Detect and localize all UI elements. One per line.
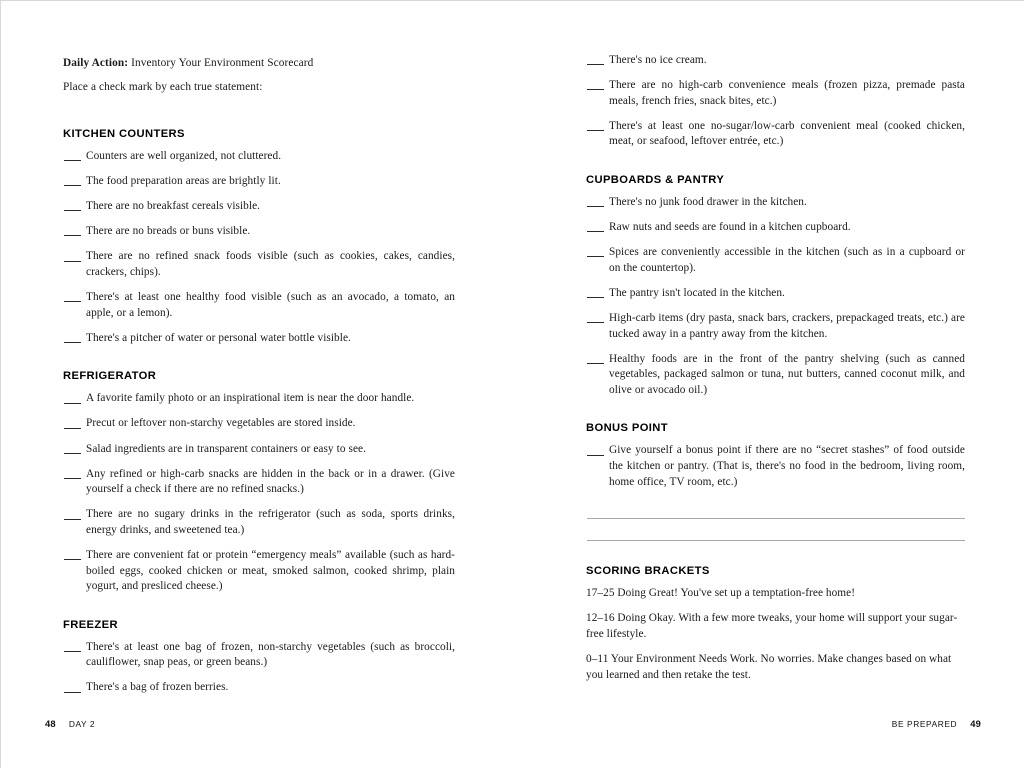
- scoring-brackets-list: [586, 586, 965, 683]
- checklist-item[interactable]: [63, 199, 455, 215]
- checklist-item[interactable]: [63, 467, 455, 498]
- checklist-item-text: Any refined or high-carb snacks are hidden in the back or in a drawer. (Give yourself a check if there are no refined snacks.): [86, 467, 455, 496]
- checklist-refrigerator: [63, 391, 455, 594]
- checklist-item[interactable]: [586, 119, 965, 150]
- section-heading-freezer: FREEZER: [63, 618, 118, 631]
- checklist-item[interactable]: [63, 149, 455, 165]
- checklist-item-text: There are no refined snack foods visible (such as cookies, cakes, candies, crackers, chips).: [86, 250, 455, 278]
- checklist-item[interactable]: [63, 249, 455, 280]
- checklist-item-text: The food preparation areas are brightly lit.: [86, 175, 281, 188]
- running-head-left: DAY 2: [68, 719, 96, 729]
- checkbox-blank-icon[interactable]: [587, 256, 604, 257]
- scoring-bracket: 0–11 Your Environment Needs Work. No worries. Make changes based on what you learned and then retake the test.: [586, 652, 952, 681]
- checklist-item[interactable]: [63, 331, 455, 347]
- checklist-item-text: Give yourself a bonus point if there are no “secret stashes” of food outside the kitchen or pantry. (That is, there's no food in the bedroom, living room, home office, TV room, etc.): [609, 444, 965, 488]
- left-column: [63, 53, 455, 696]
- checklist-item[interactable]: [586, 311, 965, 342]
- page-right: [513, 1, 1024, 769]
- checklist-item[interactable]: [63, 507, 455, 538]
- checklist-item-text: There's no junk food drawer in the kitchen.: [609, 195, 807, 208]
- checklist-freezer: [63, 640, 455, 696]
- writing-line[interactable]: [587, 540, 965, 541]
- checkbox-blank-icon[interactable]: [587, 89, 604, 90]
- checkbox-blank-icon[interactable]: [64, 210, 81, 211]
- checklist-item-text: There are no sugary drinks in the refrigerator (such as soda, sports drinks, energy drinks, and sweetened tea.): [86, 508, 455, 536]
- page-number-right: 49: [970, 718, 981, 729]
- checklist-item[interactable]: [63, 680, 455, 696]
- checklist-item-text: There's a bag of frozen berries.: [86, 681, 229, 694]
- checkbox-blank-icon[interactable]: [587, 363, 604, 364]
- checklist-item-text: There are convenient fat or protein “emergency meals” available (such as hard-boiled eggs, cooked chicken or meat, smoked salmon, cooked shrimp, plain yogurt, and presliced cheese.): [86, 549, 455, 593]
- checkbox-blank-icon[interactable]: [587, 322, 604, 323]
- checkbox-blank-icon[interactable]: [64, 235, 81, 236]
- checklist-item[interactable]: [63, 290, 455, 321]
- checklist-item[interactable]: [586, 78, 965, 109]
- checklist-item[interactable]: [63, 174, 455, 190]
- checklist-item-text: Precut or leftover non-starchy vegetables are stored inside.: [86, 417, 356, 430]
- checklist-item[interactable]: [586, 352, 965, 399]
- checklist-item-text: There's at least one no-sugar/low-carb convenient meal (cooked chicken, meat, or seafood, leftover entrée, etc.): [609, 119, 965, 148]
- running-head-right: BE PREPARED: [891, 719, 958, 729]
- checklist-item[interactable]: [63, 640, 455, 671]
- right-column: [586, 53, 965, 683]
- checklist-item-text: There are no high-carb convenience meals (frozen pizza, premade pasta meals, french fries, snack bites, etc.): [609, 79, 965, 107]
- writing-line[interactable]: [587, 518, 965, 519]
- checklist-item[interactable]: [586, 443, 965, 490]
- footer-right: [892, 718, 981, 729]
- checklist-bonus-point: [586, 443, 965, 490]
- checklist-cupboards-pantry: [586, 195, 965, 398]
- checklist-kitchen-counters: [63, 149, 455, 346]
- checklist-item[interactable]: [586, 53, 965, 69]
- checkbox-blank-icon[interactable]: [64, 185, 81, 186]
- checkbox-blank-icon[interactable]: [64, 403, 81, 404]
- checklist-freezer-continued: [586, 53, 965, 150]
- checkbox-blank-icon[interactable]: [64, 559, 81, 560]
- checkbox-blank-icon[interactable]: [64, 261, 81, 262]
- section-heading-cupboards-pantry: CUPBOARDS & PANTRY: [586, 173, 725, 186]
- checkbox-blank-icon[interactable]: [64, 519, 81, 520]
- checklist-item[interactable]: [586, 286, 965, 302]
- daily-action-line: [63, 53, 455, 74]
- checkbox-blank-icon[interactable]: [587, 130, 604, 131]
- checklist-item-text: There are no breakfast cereals visible.: [86, 200, 261, 213]
- checklist-item-text: Salad ingredients are in transparent containers or easy to see.: [86, 442, 366, 455]
- checklist-item-text: A favorite family photo or an inspirational item is near the door handle.: [86, 392, 415, 405]
- page-left: [1, 1, 513, 769]
- checkbox-blank-icon[interactable]: [64, 692, 81, 693]
- checkbox-blank-icon[interactable]: [587, 206, 604, 207]
- footer-left: [45, 718, 95, 729]
- checklist-item-text: There's at least one bag of frozen, non-starchy vegetables (such as broccoli, cauliflower, snap peas, or green beans.): [86, 640, 455, 669]
- checklist-item-text: There's no ice cream.: [609, 54, 707, 66]
- checkbox-blank-icon[interactable]: [587, 297, 604, 298]
- daily-action-title: Inventory Your Environment Scorecard: [128, 57, 314, 69]
- checkbox-blank-icon[interactable]: [587, 64, 604, 65]
- section-heading-kitchen-counters: KITCHEN COUNTERS: [63, 128, 185, 140]
- checklist-item[interactable]: [586, 245, 965, 276]
- checklist-item[interactable]: [586, 220, 965, 236]
- checklist-item-text: Raw nuts and seeds are found in a kitchen cupboard.: [609, 221, 851, 234]
- checklist-item-text: Healthy foods are in the front of the pantry shelving (such as canned vegetables, packaged salmon or tuna, nut butters, canned coconut milk, and olive or avocado oil.): [609, 352, 965, 396]
- section-heading-bonus-point: BONUS POINT: [586, 422, 669, 435]
- checklist-item-text: High-carb items (dry pasta, snack bars, crackers, prepackaged treats, etc.) are tucked away in a pantry away from the kitchen.: [609, 311, 965, 340]
- checklist-item-text: There's at least one healthy food visible (such as an avocado, a tomato, an apple, or a lemon).: [86, 291, 455, 319]
- checkbox-blank-icon[interactable]: [587, 455, 604, 456]
- checklist-item[interactable]: [63, 442, 455, 458]
- checkbox-blank-icon[interactable]: [587, 231, 604, 232]
- checklist-item-text: Counters are well organized, not cluttered.: [86, 150, 282, 162]
- checklist-item[interactable]: [63, 391, 455, 407]
- checklist-item-text: Spices are conveniently accessible in the kitchen (such as in a cupboard or on the countertop).: [609, 246, 965, 274]
- checklist-item[interactable]: [63, 416, 455, 432]
- daily-action-label: Daily Action:: [63, 57, 129, 69]
- checkbox-blank-icon[interactable]: [64, 651, 81, 652]
- checklist-item-text: There are no breads or buns visible.: [86, 225, 251, 238]
- scoring-bracket: 12–16 Doing Okay. With a few more tweaks, your home will support your sugar-free lifestyle.: [586, 612, 958, 640]
- scoring-bracket: 17–25 Doing Great! You've set up a temptation-free home!: [586, 587, 856, 600]
- checkbox-blank-icon[interactable]: [64, 301, 81, 302]
- checklist-item[interactable]: [63, 224, 455, 240]
- checkbox-blank-icon[interactable]: [64, 478, 81, 479]
- page-number-left: 48: [45, 718, 56, 729]
- checklist-item[interactable]: [586, 195, 965, 211]
- section-heading-refrigerator: REFRIGERATOR: [63, 370, 157, 383]
- checkbox-blank-icon[interactable]: [64, 160, 81, 161]
- checkbox-blank-icon[interactable]: [64, 342, 81, 343]
- checklist-item-text: The pantry isn't located in the kitchen.: [609, 286, 785, 299]
- checklist-item[interactable]: [63, 548, 455, 595]
- writing-lines: [586, 518, 965, 541]
- instruction-line: Place a check mark by each true statement:: [63, 81, 263, 93]
- section-heading-scoring-brackets: SCORING BRACKETS: [586, 565, 710, 578]
- checkbox-blank-icon[interactable]: [64, 453, 81, 454]
- checkbox-blank-icon[interactable]: [64, 428, 81, 429]
- checklist-item-text: There's a pitcher of water or personal water bottle visible.: [86, 331, 351, 344]
